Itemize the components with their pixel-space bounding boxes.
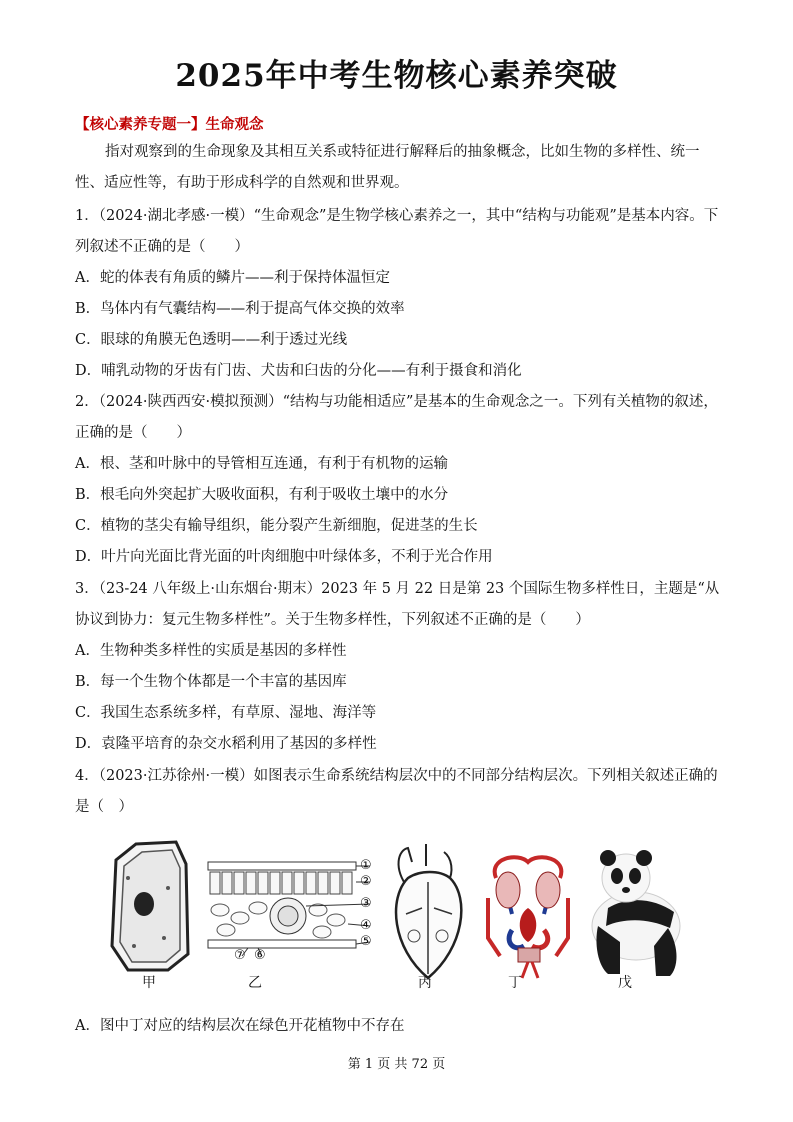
leaf-section-drawing [208,862,370,956]
question-1-option-b: B．鸟体内有气囊结构——利于提高气体交换的效率 [75,301,405,317]
figure-label-yi: 乙 [248,975,262,991]
question-3-stem: 3．（23-24 八年级上·山东烟台·期末）2023 年 5 月 22 日是第 23 个国际生物多样性日，主题是“从协议到协力：复元生物多样性”。关于生物多样性，下列叙述不正确的是（ ） [75,581,720,628]
question-3-option-d: D．袁隆平培育的杂交水稻利用了基因的多样性 [75,736,377,752]
figure-marker-4: ④ [360,918,372,933]
question-2-option-c: C．植物的茎尖有输导组织，能分裂产生新细胞，促进茎的生长 [75,518,478,534]
panda-drawing [592,850,680,976]
figure-label-wu: 戊 [618,975,632,991]
figure-label-jia: 甲 [142,975,156,991]
question-2-stem: 2．（2024·陕西西安·模拟预测）“结构与功能相适应”是基本的生命观念之一。下列有关植物的叙述，正确的是（ ） [75,394,718,441]
heart-drawing [396,844,461,978]
plant-cell-drawing [112,842,188,970]
question-2-option-a: A．根、茎和叶脉中的导管相互连通，有利于有机物的运输 [75,456,448,472]
circulatory-system-drawing [488,857,568,978]
question-4-option-a: A．图中丁对应的结构层次在绿色开花植物中不存在 [75,1018,405,1034]
figure-marker-5: ⑤ [360,934,372,949]
figure-marker-7: ⑦ [234,948,246,963]
question-2-option-d: D．叶片向光面比背光面的叶肉细胞中叶绿体多，不利于光合作用 [75,549,493,565]
figure-label-bing: 丙 [418,975,432,991]
figure-label-ding: 丁 [508,975,522,991]
question-1-option-d: D．哺乳动物的牙齿有门齿、犬齿和臼齿的分化——有利于摄食和消化 [75,363,522,379]
biology-figure [108,838,698,998]
intro-paragraph: 指对观察到的生命现象及其相互关系或特征进行解释后的抽象概念，比如生物的多样性、统一性、适应性等，有助于形成科学的自然观和世界观。 [75,144,700,191]
figure-marker-2: ② [360,874,372,889]
question-1-stem: 1．（2024·湖北孝感·一模）“生命观念”是生物学核心素养之一，其中“结构与功能观”是基本内容。下列叙述不正确的是（ ） [75,208,719,255]
figure-marker-3: ③ [360,896,372,911]
page-footer: 第 1 页 共 72 页 [347,1057,446,1072]
question-3-option-c: C．我国生态系统多样，有草原、湿地、海洋等 [75,705,377,721]
figure-marker-1: ① [360,858,372,873]
figure-drawings [108,838,698,998]
question-3-option-b: B．每一个生物个体都是一个丰富的基因库 [75,674,347,690]
question-1-option-c: C．眼球的角膜无色透明——利于透过光线 [75,332,348,348]
question-3-option-a: A．生物种类多样性的实质是基因的多样性 [75,643,347,659]
section-heading: 【核心素养专题一】生命观念 [75,116,264,133]
question-4-stem: 4．（2023·江苏徐州·一模）如图表示生命系统结构层次中的不同部分结构层次。下列相关叙述正确的是（ ） [75,768,718,815]
question-2-option-b: B．根毛向外突起扩大吸收面积，有利于吸收土壤中的水分 [75,487,449,503]
page-title: 2025年中考生物核心素养突破 [175,58,618,94]
question-1-option-a: A．蛇的体表有角质的鳞片——利于保持体温恒定 [75,270,390,286]
figure-marker-6: ⑥ [254,948,266,963]
